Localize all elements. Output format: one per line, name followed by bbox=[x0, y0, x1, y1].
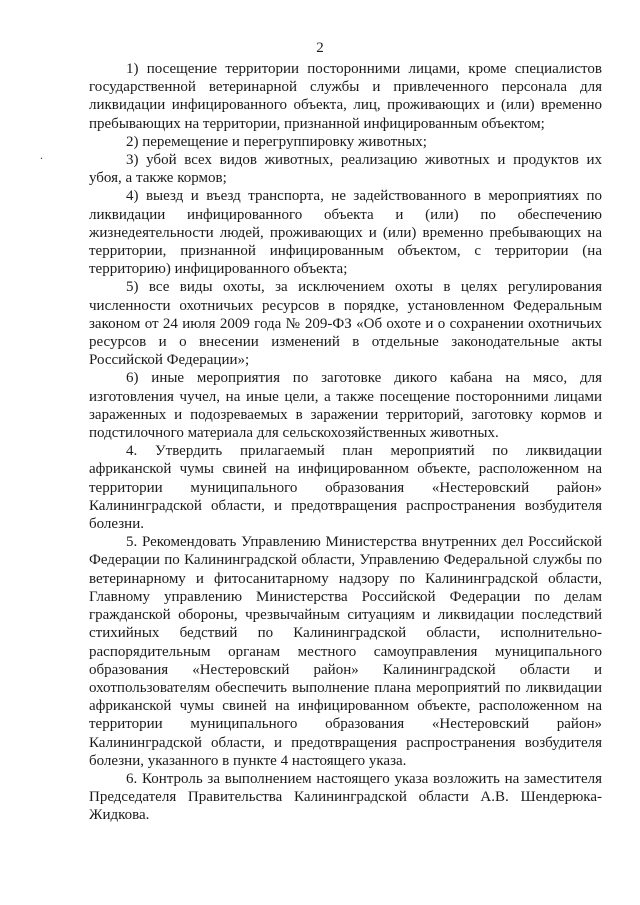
paragraph-item-2: 2) перемещение и перегруппировку животных; bbox=[126, 133, 427, 150]
paragraph-clause-6: 6. Контроль за выполнением настоящего указа возложить на заместителя Председателя Правительства Калининградской области А.В. Шендерюка-Жидкова. bbox=[89, 770, 602, 824]
page-number: 2 bbox=[316, 40, 324, 56]
paragraph-item-1: 1) посещение территории посторонними лицами, кроме специалистов государственной ветеринарной службы и привлеченного персонала для ликвидации инфицированного объекта, лиц, проживающих и (или) временно пребывающих на территории, признанной инфицированным объектом; bbox=[89, 61, 602, 132]
document-body bbox=[89, 60, 602, 825]
paragraph-clause-4: 4. Утвердить прилагаемый план мероприятий по ликвидации африканской чумы свиней на инфицированном объекте, расположенном на территории муниципального образования «Нестеровский район» Калининградской области, и предотвращения распространения возбудителя болезни. bbox=[89, 443, 602, 533]
paragraph-item-5: 5) все виды охоты, за исключением охоты в целях регулирования численности охотничьих ресурсов в порядке, установленном Федеральным законом от 24 июля 2009 года № 209-ФЗ «Об охоте и о сохранении охотничьих ресурсов и о внесении изменений в отдельные законодательные акты Российской Федерации»; bbox=[89, 279, 602, 369]
margin-mark: . bbox=[40, 148, 43, 162]
paragraph-item-3: 3) убой всех видов животных, реализацию животных и продуктов их убоя, а также кормов; bbox=[89, 152, 602, 187]
paragraph-clause-5: 5. Рекомендовать Управлению Министерства внутренних дел Российской Федерации по Калининградской области, Управлению Федеральной службы по ветеринарному и фитосанитарному надзору по Калининградской области, Главному управлению Министерства Российской Федерации по делам гражданской обороны, чрезвычайным ситуациям и ликвидации последствий стихийных бедствий по Калининградской области, исполнительно-распорядительным органам местного самоуправления муниципального образования «Нестеровский район» Калининградской области и охотпользователям обеспечить выполнение плана мероприятий по ликвидации африканской чумы свиней на инфицированном объекте, расположенном на территории муниципального образования «Нестеровский район» Калининградской области, и предотвращения распространения возбудителя болезни, указанного в пункте 4 настоящего указа. bbox=[89, 534, 602, 769]
paragraph-item-4: 4) выезд и въезд транспорта, не задействованного в мероприятиях по ликвидации инфицированного объекта и (или) по обеспечению жизнедеятельности людей, проживающих и (или) временно пребывающих на территории, признанной инфицированным объектом, с территории (на территорию) инфицированного объекта; bbox=[89, 188, 602, 278]
paragraph-item-6: 6) иные мероприятия по заготовке дикого кабана на мясо, для изготовления чучел, на иные цели, а также посещение посторонними лицами зараженных и подозреваемых в заражении территорий, заготовку кормов и подстилочного материала для сельскохозяйственных животных. bbox=[89, 370, 602, 442]
